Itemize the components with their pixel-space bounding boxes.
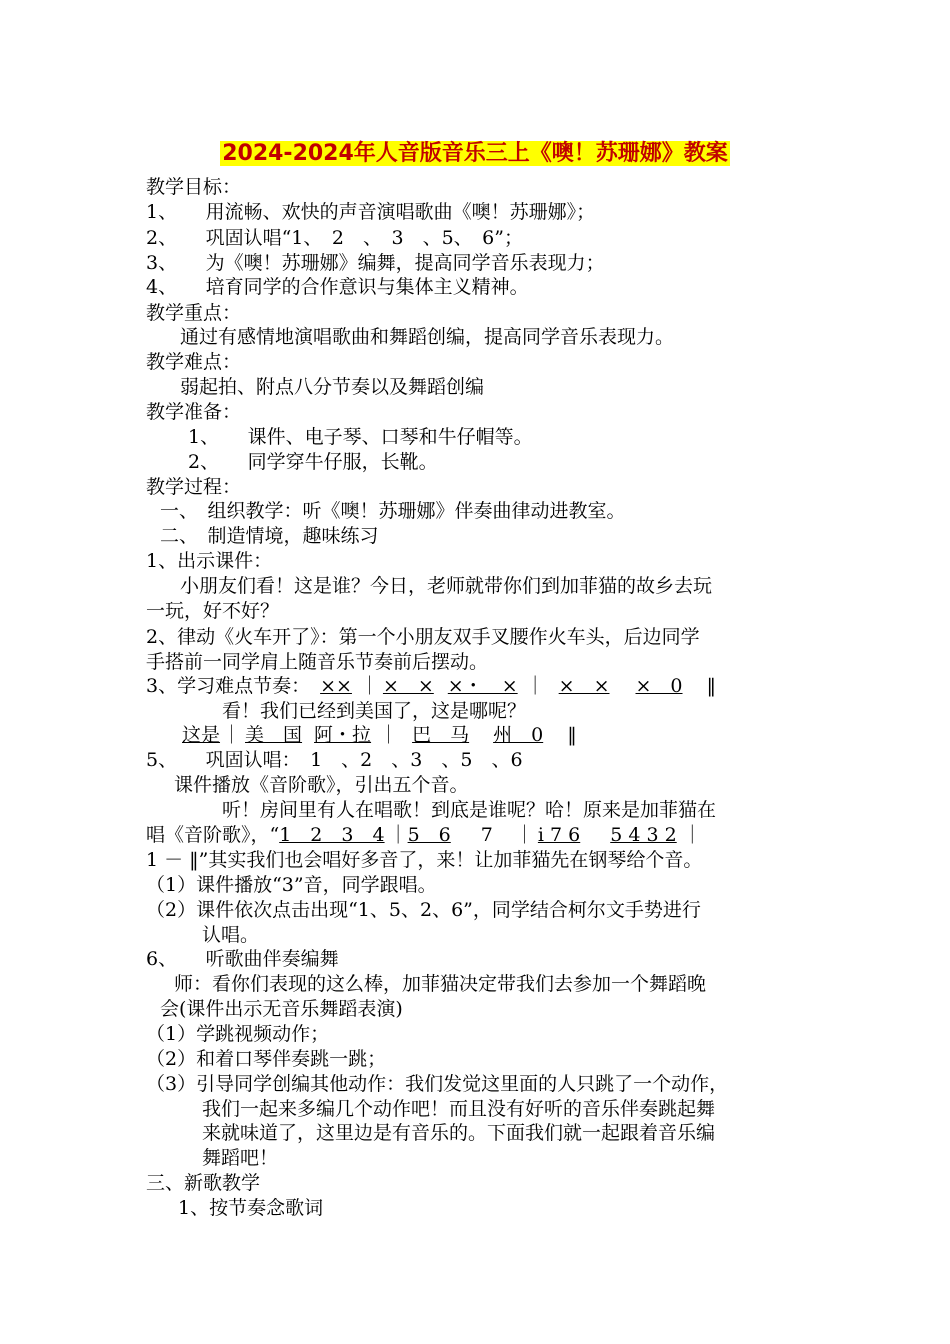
- scale-note-group: i 7 6: [537, 824, 581, 846]
- paragraph-text: 6、 听歌曲伴奏编舞: [146, 948, 339, 970]
- section-heading: 三、新歌教学: [146, 1172, 261, 1194]
- bar-line: ｜: [682, 824, 702, 846]
- paragraph-text: 一玩，好不好？: [146, 600, 280, 622]
- objective-item: 3、 为《噢！苏珊娜》编舞，提高同学音乐表现力；: [146, 252, 605, 274]
- list-item: （1）课件播放“3”音，同学跟唱。: [146, 874, 437, 896]
- document-title: 2024-2024年人音版音乐三上《噢！苏珊娜》教案: [222, 141, 728, 166]
- bar-line: ｜: [388, 824, 408, 846]
- list-item: （1）学跳视频动作；: [146, 1023, 330, 1045]
- paragraph-text: ”其实我们也会唱好多音了，来！让加菲猫先在钢琴给个音。: [198, 849, 703, 871]
- objective-item: 1、 用流畅、欢快的声音演唱歌曲《噢！苏珊娜》；: [146, 201, 596, 223]
- paragraph-text: 师：看你们表现的这么棒，加菲猫决定带我们去参加一个舞蹈晚: [174, 973, 707, 995]
- paragraph-text: 小朋友们看！这是谁？今日，老师就带你们到加菲猫的故乡去玩: [180, 575, 713, 597]
- rhythm-note-group: × ×: [382, 675, 434, 697]
- paragraph-text: 看！我们已经到美国了，这是哪呢？: [222, 700, 527, 722]
- end-bar-line: ‖: [706, 675, 717, 697]
- list-item-continuation: 来就味道了，这里边是有音乐的。下面我们就一起跟着音乐编: [202, 1122, 716, 1144]
- scale-note-group: 5 4 3 2: [610, 824, 677, 846]
- preparation-item: 2、 同学穿牛仔服，长靴。: [188, 451, 438, 473]
- paragraph-text: 2、律动《火车开了》：第一个小朋友双手叉腰作火车头，后边同学: [146, 626, 700, 648]
- paragraph-text: 会(课件出示无音乐舞蹈表演): [160, 998, 403, 1020]
- paragraph-text: 手搭前一同学肩上随音乐节奏前后摆动。: [146, 651, 489, 673]
- rhythm-label: 3、学习难点节奏：: [146, 675, 311, 697]
- bar-line: ｜: [222, 724, 242, 746]
- rhythm-note-group: × ×: [558, 675, 610, 697]
- document-title-block: [0, 136, 950, 167]
- process-step: 一、 组织教学：听《噢！苏珊娜》伴奏曲律动进教室。: [160, 500, 626, 522]
- paragraph-text: 弱起拍、附点八分节奏以及舞蹈创编: [180, 376, 485, 398]
- lyric-group: 美 国: [245, 724, 303, 746]
- rhythm-notation-line: [146, 673, 716, 699]
- rhythm-note-group: × 0: [635, 675, 683, 697]
- paragraph-text: 5、 巩固认唱： 1 、2 、3 、5 、6: [146, 749, 523, 771]
- paragraph-text: 听！房间里有人在唱歌！到底是谁呢？哈！原来是加菲猫在: [222, 799, 717, 821]
- objective-item: 4、 培育同学的合作意识与集体主义精神。: [146, 276, 529, 298]
- scale-notation-line: [146, 822, 702, 848]
- scale-notation-line-2: [146, 847, 702, 873]
- list-item: （2）课件依次点击出现“1、5、2、6”，同学结合柯尔文手势进行: [146, 899, 701, 921]
- scale-note-group: 1 －: [146, 849, 184, 871]
- section-heading-preparation: 教学准备：: [146, 401, 242, 423]
- paragraph-text: 通过有感情地演唱歌曲和舞蹈创编，提高同学音乐表现力。: [180, 326, 675, 348]
- scale-note-group: 1 2 3 4: [279, 824, 385, 846]
- list-item: （3）引导同学创编其他动作：我们发觉这里面的人只跳了一个动作，: [146, 1073, 729, 1095]
- scale-note: 7: [480, 824, 493, 846]
- list-item-continuation: 认唱。: [202, 924, 260, 946]
- preparation-item: 1、 课件、电子琴、口琴和牛仔帽等。: [188, 426, 533, 448]
- section-heading-process: 教学过程：: [146, 476, 242, 498]
- end-bar-line: ‖: [189, 849, 199, 871]
- scale-note-group: 5 6: [407, 824, 451, 846]
- bar-line: ｜: [359, 675, 379, 697]
- paragraph-text: 1、按节奏念歌词: [178, 1197, 324, 1219]
- paragraph-text: 课件播放《音阶歌》，引出五个音。: [174, 774, 469, 796]
- section-heading-objectives: 教学目标：: [146, 176, 242, 198]
- lyric-group: 巴 马: [412, 724, 470, 746]
- process-step: 二、 制造情境，趣味练习: [160, 525, 379, 547]
- paragraph-text: 1、出示课件：: [146, 550, 273, 572]
- bar-line: ｜: [379, 724, 399, 746]
- lyric-notation-line: [182, 722, 577, 748]
- bar-line: ｜: [525, 675, 545, 697]
- section-heading-difficulties: 教学难点：: [146, 351, 242, 373]
- lyric-group: 这是: [182, 724, 221, 746]
- section-heading-key-points: 教学重点：: [146, 302, 242, 324]
- list-item-continuation: 舞蹈吧！: [202, 1147, 279, 1169]
- lyric-group: 阿・拉: [314, 724, 372, 746]
- lyric-group: 州 0: [493, 724, 544, 746]
- rhythm-note-group: ××: [320, 675, 352, 697]
- list-item: （2）和着口琴伴奏跳一跳；: [146, 1048, 387, 1070]
- objective-item: 2、 巩固认唱“1、 2 、 3 、5、 6”；: [146, 227, 523, 249]
- list-item-continuation: 我们一起来多编几个动作吧！而且没有好听的音乐伴奏跳起舞: [202, 1098, 716, 1120]
- end-bar-line: ‖: [567, 724, 577, 746]
- bar-line: ｜: [514, 824, 534, 846]
- scale-intro-text: 唱《音阶歌》，“: [146, 824, 280, 846]
- rhythm-note-group: ×・ ×: [447, 675, 518, 697]
